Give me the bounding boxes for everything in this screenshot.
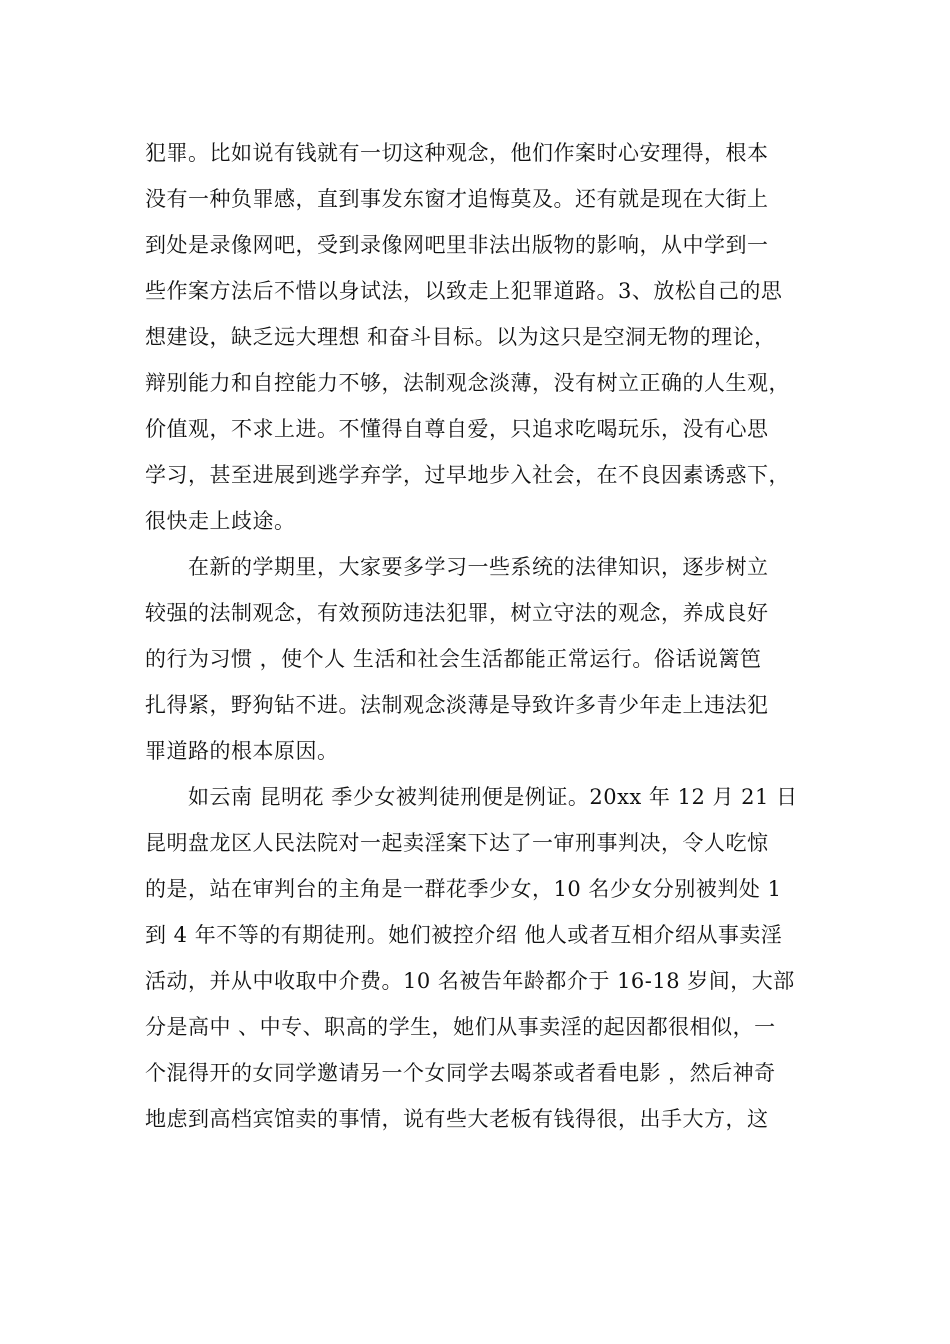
text-line: 如云南 昆明花 季少女被判徒刑便是例证。20xx 年 12 月 21 日	[145, 785, 798, 809]
text-line: 很快走上歧途。	[145, 509, 296, 533]
text-line: 没有一种负罪感，直到事发东窗才追悔莫及。还有就是现在大街上	[145, 187, 769, 211]
text-line: 扎得紧，野狗钻不进。法制观念淡薄是导致许多青少年走上违法犯	[145, 693, 769, 717]
text-line: 活动，并从中收取中介费。10 名被告年龄都介于 16-18 岁间，大部	[145, 969, 795, 993]
text-line: 地虑到高档宾馆卖的事情，说有些大老板有钱得很，出手大方，这	[145, 1107, 769, 1131]
text-line: 较强的法制观念，有效预防违法犯罪，树立守法的观念，养成良好	[145, 601, 769, 625]
text-line: 些作案方法后不惜以身试法，以致走上犯罪道路。3、放松自己的思	[145, 279, 783, 303]
text-line: 到处是录像网吧，受到录像网吧里非法出版物的影响，从中学到一	[145, 233, 769, 257]
text-line: 到 4 年不等的有期徒刑。她们被控介绍 他人或者互相介绍从事卖淫	[145, 923, 783, 947]
text-line: 在新的学期里，大家要多学习一些系统的法律知识，逐步树立	[145, 555, 769, 579]
text-line: 分是高中 、中专、职高的学生，她们从事卖淫的起因都很相似，一	[145, 1015, 776, 1039]
text-line: 的是，站在审判台的主角是一群花季少女，10 名少女分别被判处 1	[145, 877, 782, 901]
text-line: 学习，甚至进展到逃学弃学，过早地步入社会，在不良因素诱惑下，	[145, 463, 790, 487]
text-line: 犯罪。比如说有钱就有一切这种观念，他们作案时心安理得，根本	[145, 141, 769, 165]
text-line: 价值观，不求上进。不懂得自尊自爱，只追求吃喝玩乐，没有心思	[145, 417, 769, 441]
text-line: 个混得开的女同学邀请另一个女同学去喝茶或者看电影 ，然后神奇	[145, 1061, 776, 1085]
text-line: 昆明盘龙区人民法院对一起卖淫案下达了一审刑事判决，令人吃惊	[145, 831, 769, 855]
text-line: 辩别能力和自控能力不够，法制观念淡薄，没有树立正确的人生观，	[145, 371, 790, 395]
text-line: 罪道路的根本原因。	[145, 739, 339, 763]
text-line: 想建设，缺乏远大理想 和奋斗目标。以为这只是空洞无物的理论，	[145, 325, 776, 349]
text-line: 的行为习惯 ，使个人 生活和社会生活都能正常运行。俗话说篱笆	[145, 647, 762, 671]
body-text	[145, 130, 825, 1142]
